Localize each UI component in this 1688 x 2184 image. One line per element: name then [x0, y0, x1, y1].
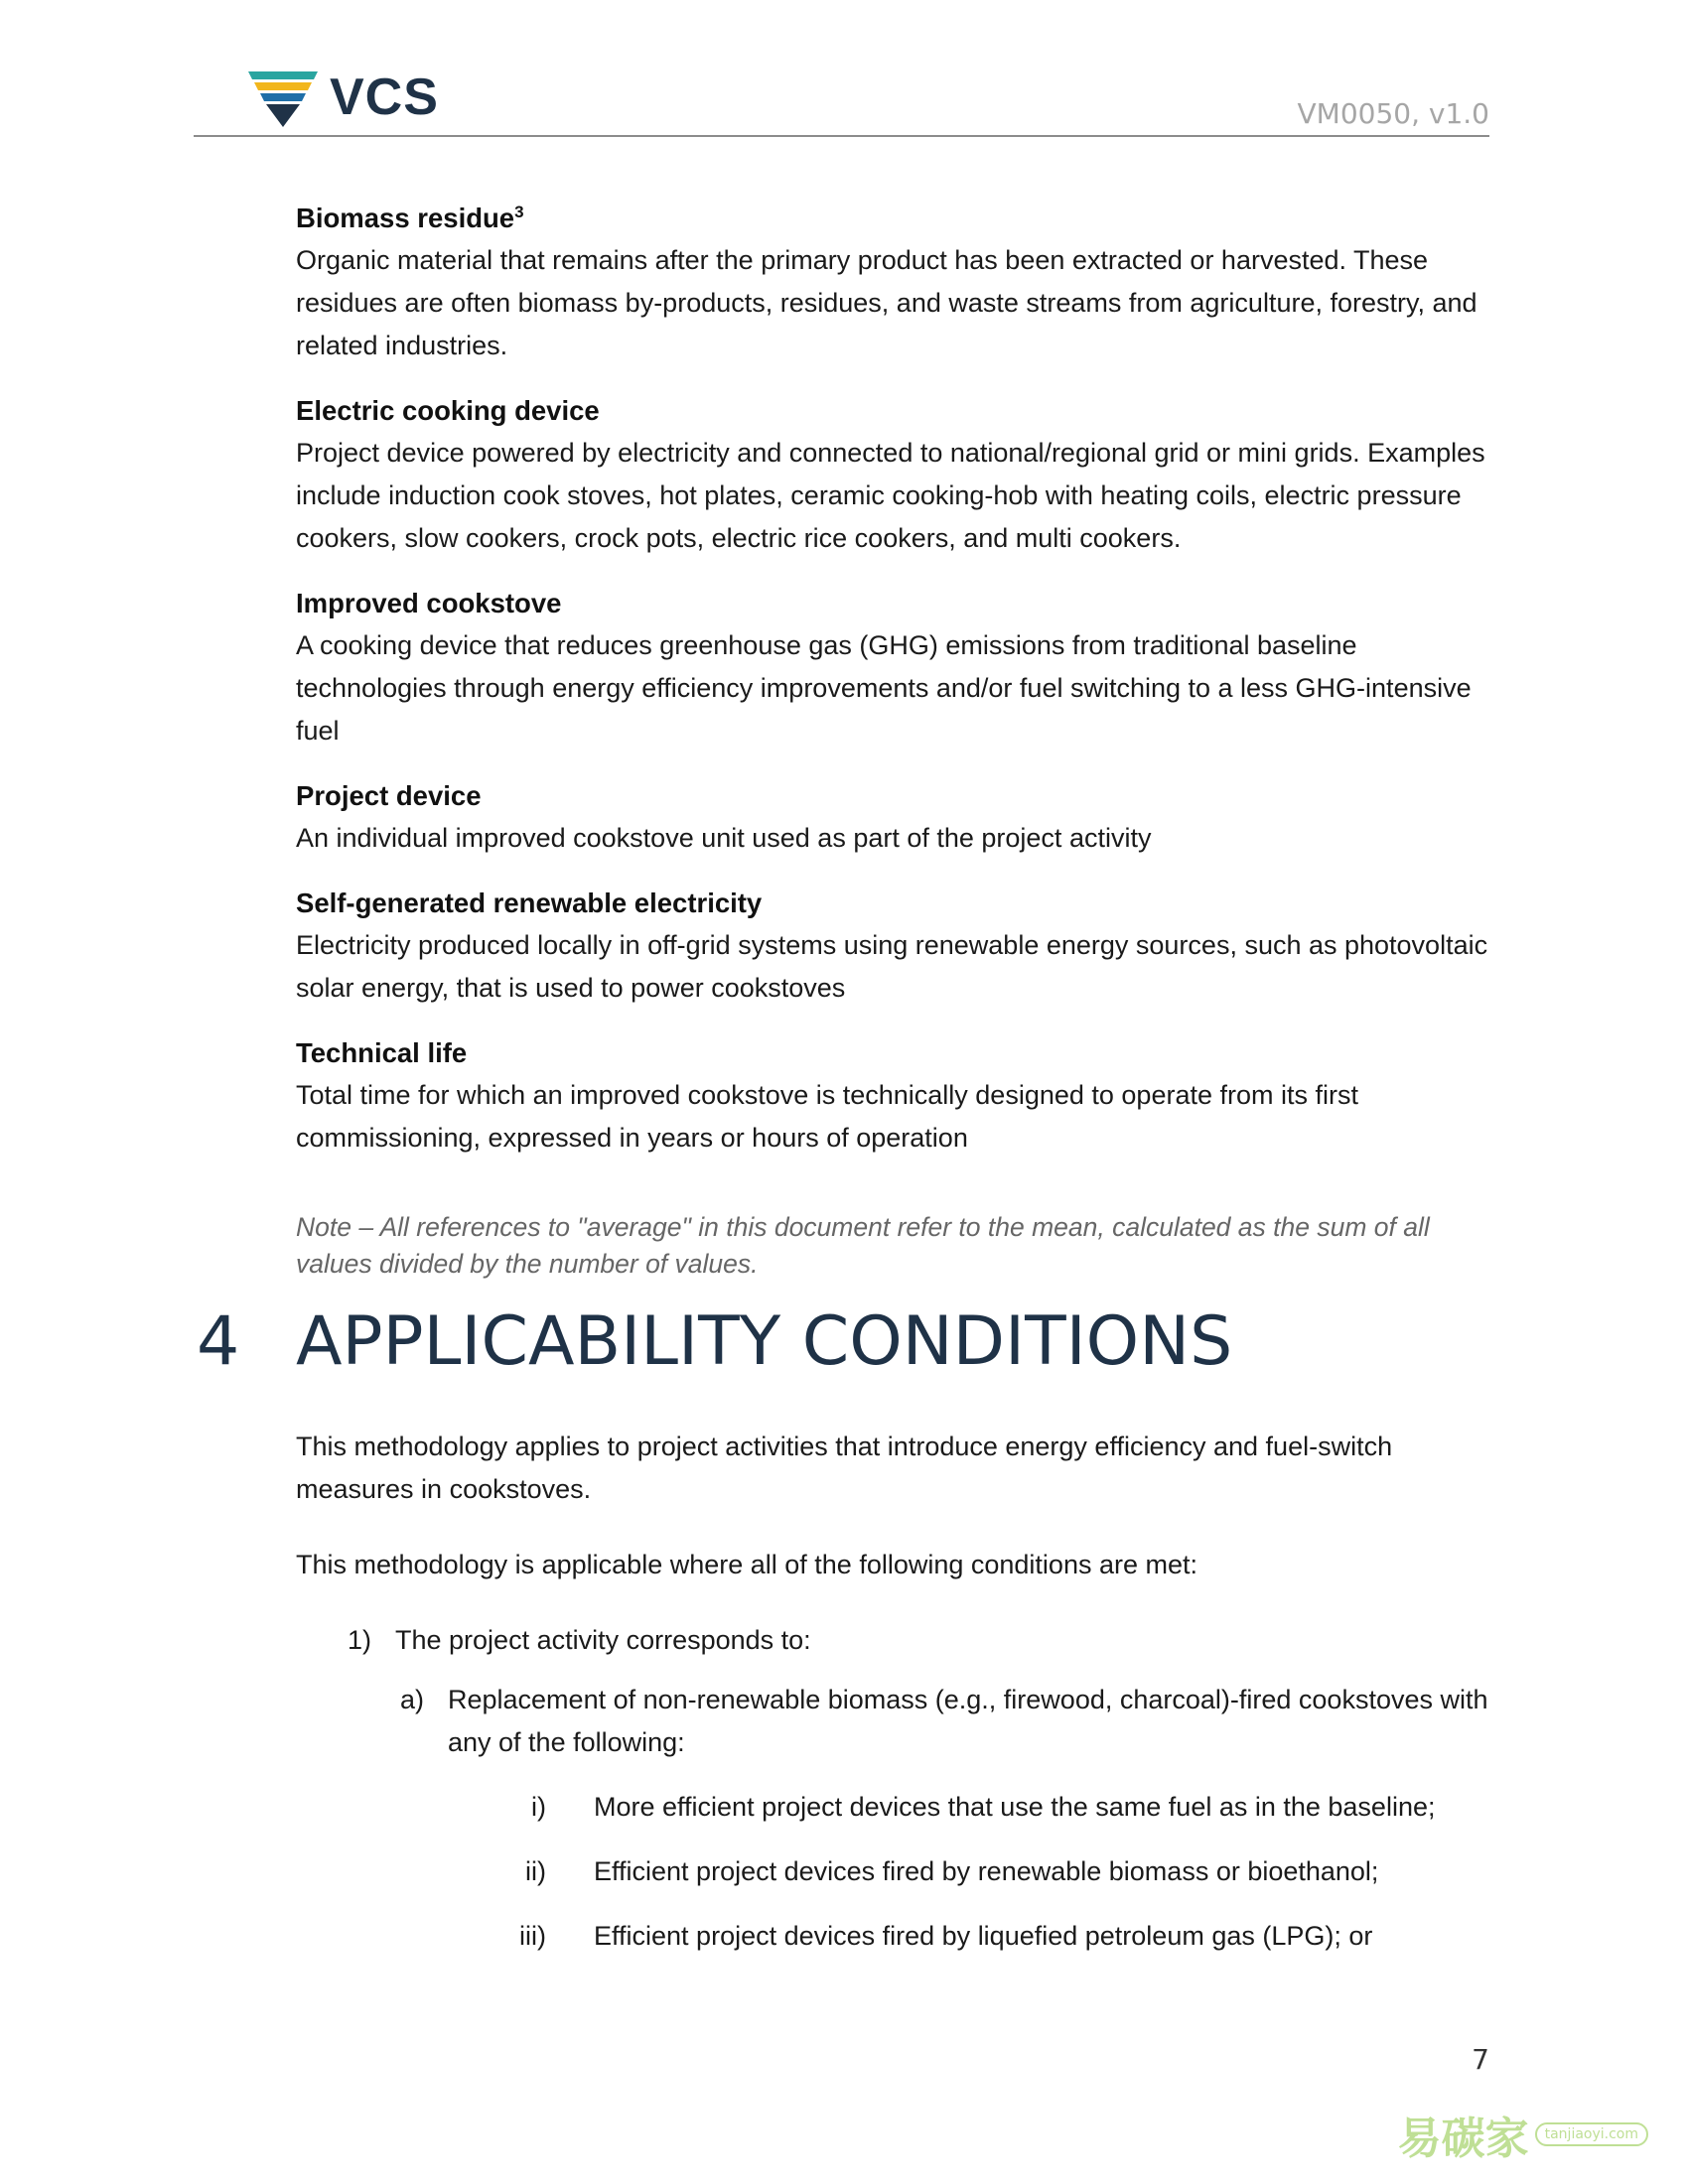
- header-divider: [194, 135, 1489, 137]
- list-marker: ii): [525, 1856, 546, 1886]
- list-text: Efficient project devices fired by liquefied petroleum gas (LPG); or: [594, 1921, 1373, 1951]
- list-item: [400, 1679, 1497, 1764]
- applicability-body: [296, 1426, 1497, 1979]
- note-text: Note – All references to "average" in this document refer to the mean, calculated as the sum of all values divided by the number of values.: [296, 1212, 1430, 1279]
- definition-term: Biomass residue$^3$: [296, 202, 524, 233]
- definition-text: Total time for which an improved cookstove is technically designed to operate from its first commissioning, expressed in years or hours of operation: [296, 1080, 1358, 1153]
- definition-item: [296, 582, 1497, 752]
- definition-term: Self-generated renewable electricity: [296, 887, 763, 918]
- section-number: 4: [197, 1302, 240, 1381]
- list-marker: i): [531, 1792, 546, 1822]
- section-title: APPLICABILITY CONDITIONS: [296, 1302, 1233, 1381]
- section-heading: [197, 1302, 1497, 1382]
- list-marker: 1): [348, 1625, 372, 1655]
- watermark: [1398, 2103, 1648, 2166]
- definition-text: Project device powered by electricity and connected to national/regional grid or mini grids. Examples include induction cook stoves, hot plates, ceramic cooking-hob with heating coils, electric pressure cookers, slow cookers, crock pots, electric rice cookers, and multi cookers.: [296, 438, 1485, 553]
- footnote-ref[interactable]: 3: [514, 202, 524, 221]
- list-text: Efficient project devices fired by renewable biomass or bioethanol;: [594, 1856, 1379, 1886]
- definition-item: [296, 882, 1497, 1010]
- definition-item: [296, 774, 1497, 860]
- list-item: [348, 1619, 1497, 1662]
- definition-term: Technical life: [296, 1037, 468, 1068]
- definition-term: Electric cooking device: [296, 395, 600, 426]
- definitions-section: [296, 197, 1497, 1283]
- list-marker: iii): [519, 1921, 546, 1951]
- definition-item: [296, 1031, 1497, 1160]
- vcs-logo-mark-icon: [248, 68, 318, 127]
- definition-text: A cooking device that reduces greenhouse gas (GHG) emissions from traditional baseline technologies through energy efficiency improvements and/or fuel switching to a less GHG-intensive fuel: [296, 630, 1472, 746]
- page-number: 7: [1472, 2043, 1489, 2076]
- definition-item: [296, 389, 1497, 560]
- list-marker: a): [400, 1685, 425, 1714]
- definition-text: Electricity produced locally in off-grid systems using renewable energy sources, such as photovoltaic solar energy, that is used to power cookstoves: [296, 930, 1488, 1003]
- list-text: Replacement of non-renewable biomass (e.g., firewood, charcoal)-fired cookstoves with any of the following:: [448, 1685, 1488, 1757]
- watermark-domain: tanjiaoyi.com: [1535, 2122, 1648, 2146]
- definition-item: [296, 197, 1497, 367]
- vcs-logo: [248, 68, 439, 127]
- definition-text: An individual improved cookstove unit used as part of the project activity: [296, 823, 1152, 853]
- definition-term: Improved cookstove: [296, 588, 562, 618]
- list-item: [465, 1786, 1497, 1829]
- page-header: [194, 60, 1489, 139]
- document-id: VM0050, v1.0: [1297, 97, 1489, 130]
- watermark-text: 易碳家: [1397, 2114, 1529, 2164]
- logo-text: VCS: [330, 68, 439, 126]
- definition-text: Organic material that remains after the primary product has been extracted or harvested. These residues are often biomass by-products, residues, and waste streams from agriculture, forestry, and related industries.: [296, 245, 1477, 360]
- list-item: [465, 1850, 1497, 1893]
- list-text: More efficient project devices that use the same fuel as in the baseline;: [594, 1792, 1436, 1822]
- paragraph: This methodology is applicable where all of the following conditions are met:: [296, 1550, 1197, 1579]
- list-item: [465, 1915, 1497, 1958]
- paragraph: This methodology applies to project activities that introduce energy efficiency and fuel-switch measures in cookstoves.: [296, 1432, 1393, 1504]
- definition-term: Project device: [296, 780, 482, 811]
- list-text: The project activity corresponds to:: [395, 1625, 811, 1655]
